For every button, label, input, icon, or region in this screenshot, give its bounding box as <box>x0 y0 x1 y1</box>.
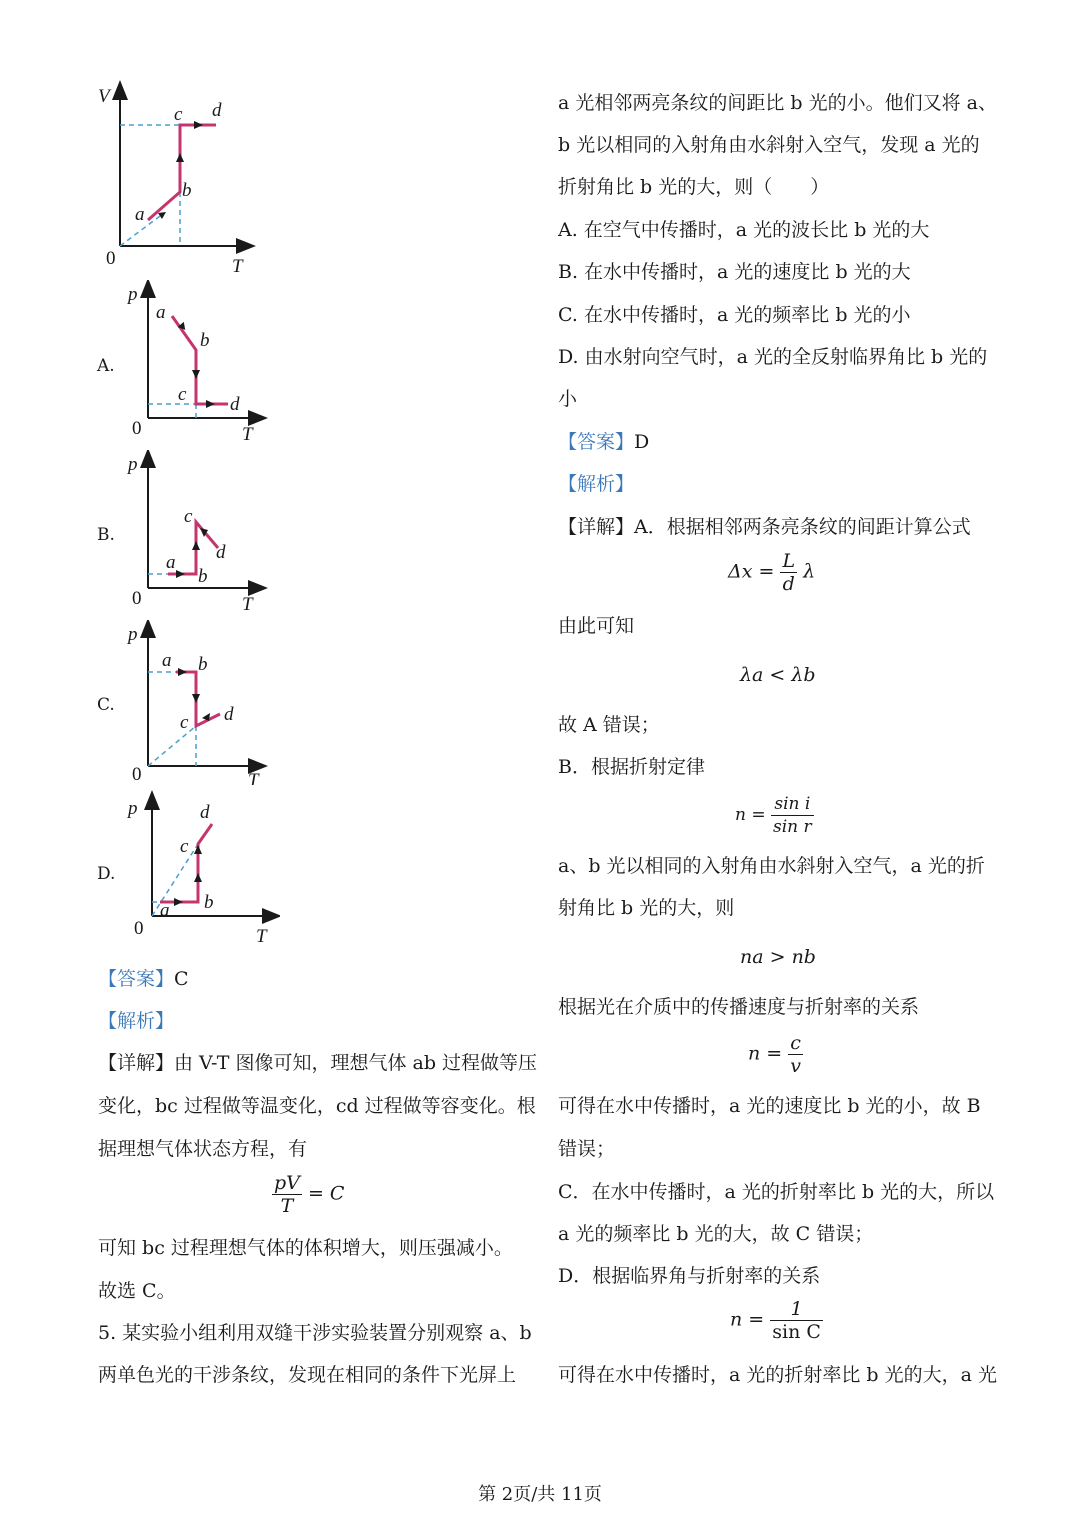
graph-a <box>120 280 270 445</box>
left-line: 可知 bc 过程理想气体的体积增大，则压强减小。 <box>98 1237 513 1259</box>
choice-d: D. 由水射向空气时，a 光的全反射临界角比 b 光的 <box>558 346 988 368</box>
right-line: B．根据折射定律 <box>558 756 705 778</box>
right-line: a、b 光以相同的入射角由水斜射入空气，a 光的折 <box>558 855 985 877</box>
svg-text:p: p <box>128 284 138 305</box>
svg-text:T: T <box>242 594 253 615</box>
left-line: 故选 C。 <box>98 1280 176 1302</box>
right-line: 由此可知 <box>558 615 635 637</box>
svg-text:0: 0 <box>134 918 144 939</box>
equation-n-compare: na > nb <box>740 946 816 968</box>
equation-ideal-gas: $\frac{pV}{T}$ = C <box>274 1172 345 1217</box>
left-line: 两单色光的干涉条纹，发现在相同的条件下光屏上 <box>98 1364 517 1386</box>
graph-c <box>120 620 270 785</box>
svg-text:d: d <box>200 802 210 823</box>
question-5: 5. 某实验小组利用双缝干涉实验装置分别观察 a、b <box>98 1322 532 1344</box>
svg-text:d: d <box>216 542 226 563</box>
choice-c: C. 在水中传播时，a 光的频率比 b 光的小 <box>558 304 911 326</box>
right-line: 根据光在介质中的传播速度与折射率的关系 <box>558 996 920 1018</box>
svg-text:0: 0 <box>132 418 142 439</box>
svg-text:a: a <box>156 302 166 323</box>
left-analysis-tag: 【解析】 <box>98 1010 175 1032</box>
svg-text:c: c <box>178 384 187 405</box>
right-line: b 光以相同的入射角由水斜射入空气，发现 a 光的 <box>558 134 980 156</box>
option-c-label: C. <box>97 695 115 715</box>
svg-text:a: a <box>160 900 170 921</box>
right-line: 错误； <box>558 1138 616 1160</box>
svg-text:c: c <box>184 506 193 527</box>
svg-text:T: T <box>248 770 259 785</box>
svg-text:0: 0 <box>132 588 142 609</box>
graph-b <box>120 450 270 615</box>
svg-text:b: b <box>182 180 192 201</box>
option-b-label: B. <box>97 525 115 545</box>
svg-text:c: c <box>180 712 189 733</box>
vt-x-label: T <box>232 256 243 277</box>
svg-text:c: c <box>174 104 183 125</box>
equation-fringe: Δx = $\frac{L}{d}$ λ <box>728 550 816 595</box>
svg-text:a: a <box>135 204 145 225</box>
svg-text:T: T <box>256 926 267 947</box>
equation-speed: n = $\frac{c}{v}$ <box>748 1032 801 1077</box>
svg-text:b: b <box>204 892 214 913</box>
svg-text:p: p <box>128 624 138 645</box>
svg-text:d: d <box>224 704 234 725</box>
vt-graph <box>90 80 260 280</box>
svg-text:b: b <box>198 654 208 675</box>
right-answer: 【答案】D <box>558 431 650 453</box>
right-analysis-tag: 【解析】 <box>558 473 635 495</box>
left-line: 变化，bc 过程做等温变化，cd 过程做等容变化。根 <box>98 1095 536 1117</box>
svg-text:d: d <box>230 394 240 415</box>
equation-critical: n = $\frac{1}{\text{sin C}}$ <box>730 1298 821 1343</box>
choice-a: A. 在空气中传播时，a 光的波长比 b 光的大 <box>558 219 930 241</box>
right-line: C．在水中传播时，a 光的折射率比 b 光的大，所以 <box>558 1181 995 1203</box>
vt-y-label: V <box>98 86 110 107</box>
answer-value: C <box>174 968 189 990</box>
page-footer: 第 2页/共 11页 <box>478 1484 602 1505</box>
left-line: 【详解】由 V-T 图像可知，理想气体 ab 过程做等压 <box>98 1052 538 1074</box>
svg-text:T: T <box>242 424 253 445</box>
svg-text:a: a <box>166 552 176 573</box>
choice-b: B. 在水中传播时，a 光的速度比 b 光的大 <box>558 261 911 283</box>
right-line: D．根据临界角与折射率的关系 <box>558 1265 821 1287</box>
right-line: a 光相邻两亮条纹的间距比 b 光的小。他们又将 a、 <box>558 92 997 114</box>
choice-d-cont: 小 <box>558 388 578 410</box>
right-line: 折射角比 b 光的大，则（ ） <box>558 176 830 198</box>
svg-text:d: d <box>212 100 222 121</box>
equation-snell: n = $\frac{\text{sin i}}{\text{sin r}}$ <box>735 794 812 837</box>
right-line: 射角比 b 光的大，则 <box>558 897 735 919</box>
option-d-label: D. <box>97 864 116 884</box>
right-line: 可得在水中传播时，a 光的折射率比 b 光的大，a 光 <box>558 1364 997 1386</box>
answer-tag: 【答案】 <box>98 968 175 990</box>
svg-text:b: b <box>200 330 210 351</box>
equation-lambda: λa < λb <box>740 664 816 686</box>
right-detail: 【详解】A．根据相邻两条亮条纹的间距计算公式 <box>558 516 971 538</box>
vt-origin: 0 <box>106 248 116 269</box>
left-answer <box>98 967 189 991</box>
svg-text:a: a <box>162 650 172 671</box>
graph-d <box>120 790 280 950</box>
right-line: 可得在水中传播时，a 光的速度比 b 光的小，故 B <box>558 1095 981 1117</box>
option-a-label: A. <box>97 356 115 376</box>
svg-text:c: c <box>180 836 189 857</box>
svg-text:0: 0 <box>132 764 142 785</box>
svg-text:p: p <box>128 798 138 819</box>
svg-text:p: p <box>128 454 138 475</box>
right-line: a 光的频率比 b 光的大，故 C 错误； <box>558 1223 874 1245</box>
left-line: 据理想气体状态方程，有 <box>98 1138 308 1160</box>
right-line: 故 A 错误； <box>558 714 660 736</box>
svg-text:b: b <box>198 566 208 587</box>
